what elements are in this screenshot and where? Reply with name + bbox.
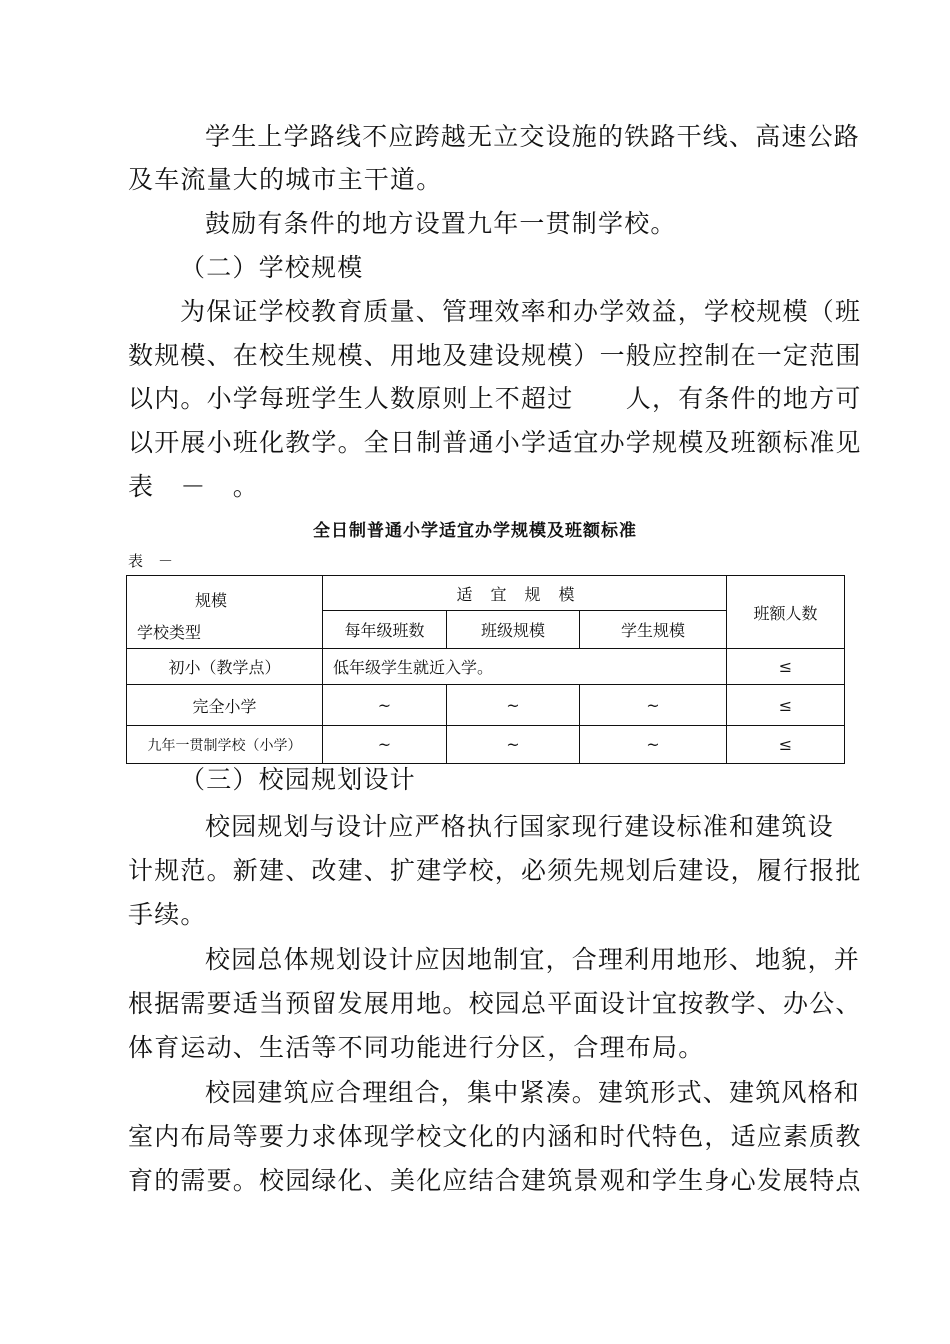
cell-scale: ~ [447,685,580,726]
header-classes-per-grade: 每年级班数 [323,611,447,649]
paragraph-line: 校园规划与设计应严格执行国家现行建设标准和建筑设 [205,812,834,841]
cell-classes: ~ [323,685,447,726]
paragraph-line: 数规模、在校生规模、用地及建设规模）一般应控制在一定范围 [128,341,862,370]
cell-scale: ~ [447,726,580,764]
paragraph-line: 表 － 。 [128,472,260,501]
paragraph-line: 室内布局等要力求体现学校文化的内涵和时代特色，适应素质教 [128,1122,862,1151]
cell-students: ~ [580,726,727,764]
cell-school-type: 完全小学 [127,685,323,726]
paragraph-line: 校园建筑应合理组合，集中紧凑。建筑形式、建筑风格和 [205,1078,861,1107]
paragraph-line: 计规范。新建、改建、扩建学校，必须先规划后建设，履行报批 [128,856,862,885]
table-corner-cell [127,576,323,649]
cell-limit: ≤ [727,649,845,685]
table-row [127,685,845,726]
paragraph-line: 鼓励有条件的地方设置九年一贯制学校。 [205,209,677,238]
table-number-label: 表 － [128,552,174,570]
paragraph-line: 手续。 [128,900,207,929]
cell-limit: ≤ [727,726,845,764]
header-class-size: 班额人数 [727,576,845,649]
paragraph-line: 育的需要。校园绿化、美化应结合建筑景观和学生身心发展特点 [128,1166,862,1195]
cell-school-type: 九年一贯制学校（小学） [127,726,323,764]
header-student-scale: 学生规模 [580,611,727,649]
paragraph-line: 以内。小学每班学生人数原则上不超过 人，有条件的地方可 [128,384,862,413]
cell-limit: ≤ [727,685,845,726]
cell-school-type: 初小（教学点） [127,649,323,685]
section-heading-campus-planning: （三）校园规划设计 [180,765,416,794]
paragraph-line: 为保证学校教育质量、管理效率和办学效益，学校规模（班 [180,297,862,326]
paragraph-line: 根据需要适当预留发展用地。校园总平面设计宜按教学、办公、 [128,989,862,1018]
paragraph-line: 体育运动、生活等不同功能进行分区，合理布局。 [128,1033,705,1062]
table-row [127,649,845,685]
scale-standard-table [126,575,845,764]
table-row [127,726,845,764]
cell-classes: ~ [323,726,447,764]
table-caption: 全日制普通小学适宜办学规模及班额标准 [313,521,637,541]
paragraph-line: 学生上学路线不应跨越无立交设施的铁路干线、高速公路 [205,122,861,151]
paragraph-line: 及车流量大的城市主干道。 [128,165,443,194]
corner-label-school-type: 学校类型 [137,623,202,642]
paragraph-line: 校园总体规划设计应因地制宜，合理利用地形、地貌，并 [205,945,861,974]
cell-students: ~ [580,685,727,726]
group-header-suitable-scale: 适宜规模 [323,576,727,611]
header-class-scale: 班级规模 [447,611,580,649]
corner-label-scale: 规模 [195,591,228,610]
section-heading-scale: （二）学校规模 [180,253,364,282]
cell-note: 低年级学生就近入学。 [323,649,727,685]
paragraph-line: 以开展小班化教学。全日制普通小学适宜办学规模及班额标准见 [128,428,862,457]
